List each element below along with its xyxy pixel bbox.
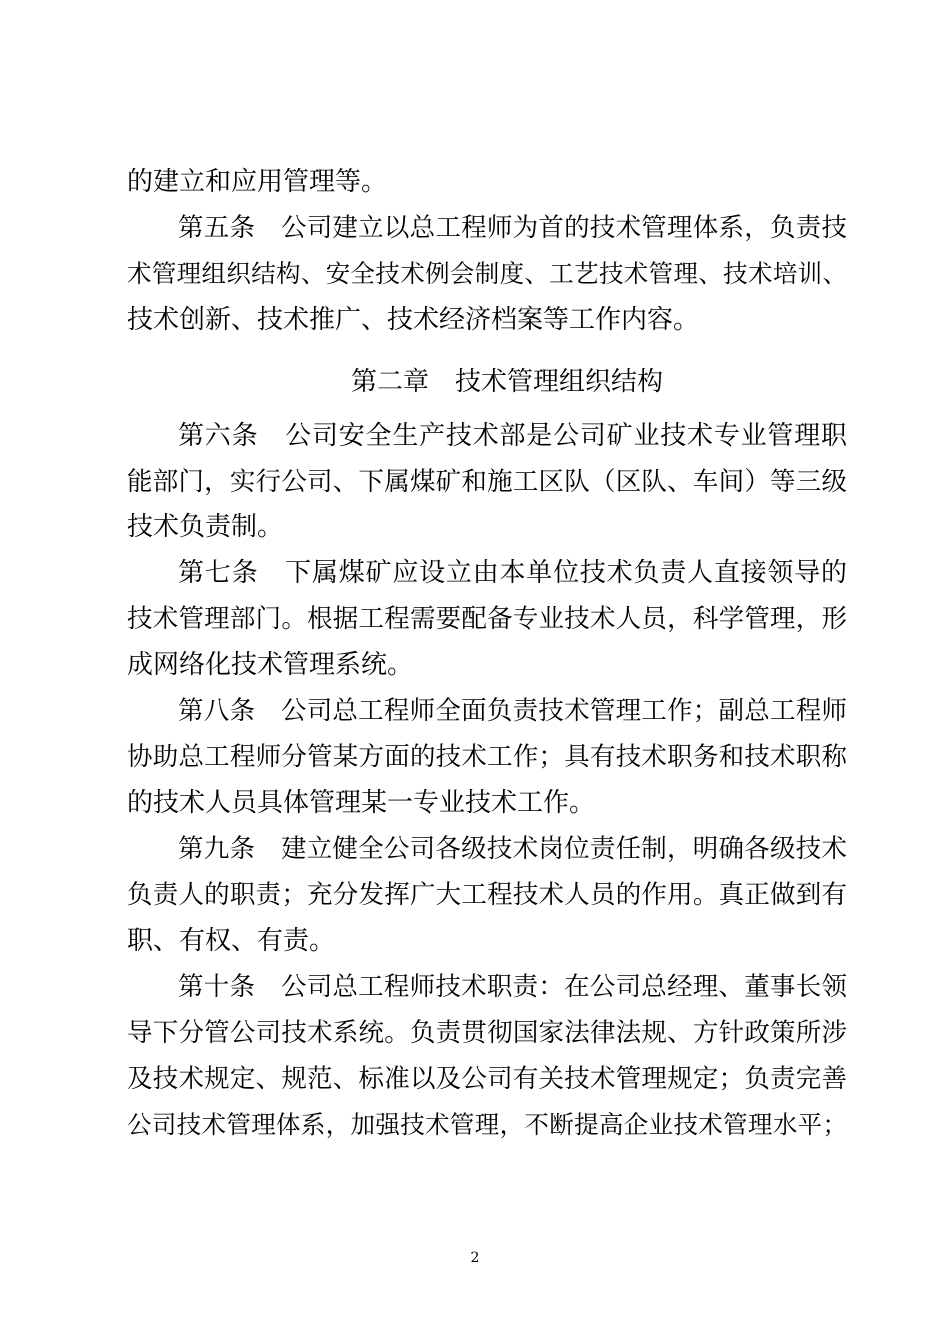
text-line: 技术创新、技术推广、技术经济档案等工作内容。 — [127, 305, 700, 335]
text-line: 术管理组织结构、安全技术例会制度、工艺技术管理、技术培训、 — [127, 259, 847, 288]
article-6-line-1: 第六条 公司安全生产技术部是公司矿业技术专业管理职 — [178, 421, 847, 451]
article-9-line-1: 第九条 建立健全公司各级技术岗位责任制，明确各级技术 — [178, 834, 847, 864]
text-line: 公司技术管理体系，加强技术管理，不断提高企业技术管理水平； — [127, 1110, 847, 1139]
text-line: 导下分管公司技术系统。负责贯彻国家法律法规、方针政策所涉 — [127, 1018, 847, 1048]
text-line: 技术负责制。 — [127, 512, 284, 542]
text-line: 及技术规定、规范、标准以及公司有关技术管理规定；负责完善 — [127, 1064, 847, 1094]
text-line: 负责人的职责；充分发挥广大工程技术人员的作用。真正做到有 — [127, 880, 847, 910]
article-10-line-1: 第十条 公司总工程师技术职责：在公司总经理、董事长领 — [178, 972, 847, 1002]
text-line: 能部门，实行公司、下属煤矿和施工区队（区队、车间）等三级 — [127, 467, 847, 497]
text-line: 成网络化技术管理系统。 — [127, 650, 414, 680]
article-8-line-1: 第八条 公司总工程师全面负责技术管理工作；副总工程师 — [178, 696, 847, 726]
text-line: 职、有权、有责。 — [127, 926, 336, 956]
chapter-heading: 第二章 技术管理组织结构 — [350, 367, 663, 397]
article-5-line-1: 第五条 公司建立以总工程师为首的技术管理体系，负责技 — [178, 213, 847, 243]
text-line: 技术管理部门。根据工程需要配备专业技术人员，科学管理，形 — [127, 604, 847, 634]
text-line: 协助总工程师分管某方面的技术工作；具有技术职务和技术职称 — [127, 742, 847, 772]
page-number: 2 — [470, 1250, 480, 1266]
text-line: 的技术人员具体管理某一专业技术工作。 — [127, 788, 596, 818]
text-line: 的建立和应用管理等。 — [127, 167, 388, 197]
article-7-line-1: 第七条 下属煤矿应设立由本单位技术负责人直接领导的 — [178, 558, 847, 588]
